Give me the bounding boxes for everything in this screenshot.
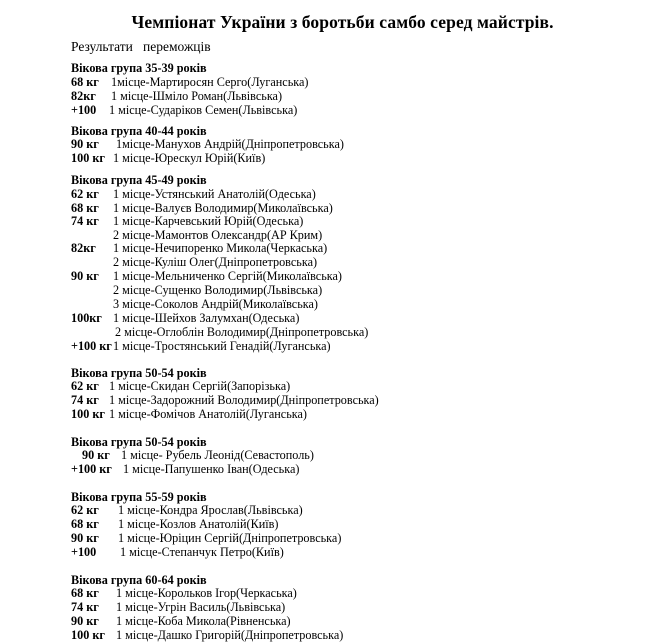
result-text: 1 місце-Фомічов Анатолій(Луганська) (109, 407, 307, 421)
weight-class: 68 кг (71, 201, 99, 215)
result-text: 1 місце-Сударіков Семен(Львівська) (109, 103, 298, 117)
result-text: 1 місце-Козлов Анатолій(Київ) (118, 517, 279, 531)
result-text: 1 місце-Юрескул Юрій(Київ) (113, 151, 266, 165)
result-text: 2 місце-Оглоблін Володимир(Дніпропетровська) (115, 325, 369, 339)
result-text: 1 місце-Тростянський Генадій(Луганська) (113, 339, 331, 353)
document-title: Чемпіонат України з боротьби самбо серед майстрів. (131, 12, 554, 32)
weight-class: 100 кг (71, 407, 105, 421)
result-text: 1місце-Мартиросян Серго(Луганська) (111, 75, 309, 89)
result-text: 1місце-Манухов Андрій(Дніпропетровська) (116, 137, 344, 151)
weight-class: 90 кг (71, 269, 99, 283)
result-text: 1 місце-Валуєв Володимир(Миколаївська) (113, 201, 333, 215)
weight-class: 62 кг (71, 379, 99, 393)
group-header: Вікова група 50-54 років (71, 366, 207, 380)
result-text: 2 місце-Мамонтов Олександр(АР Крим) (113, 228, 323, 242)
result-text: 1 місце-Угрін Василь(Львівська) (116, 600, 286, 614)
group-header: Вікова група 60-64 років (71, 573, 207, 587)
result-text: 1 місце-Шейхов Залумхан(Одеська) (113, 311, 300, 325)
weight-class: 90 кг (71, 614, 99, 628)
result-text: 1 місце-Кондра Ярослав(Львівська) (118, 503, 303, 517)
result-text: 2 місце-Сущенко Володимир(Львівська) (113, 283, 323, 297)
weight-class: 68 кг (71, 75, 99, 89)
result-text: 1 місце-Мельниченко Сергій(Миколаївська) (113, 269, 342, 283)
result-text: 1 місце- Рубель Леонід(Севастополь) (121, 448, 314, 462)
result-text: 1 місце-Папушенко Іван(Одеська) (123, 462, 300, 476)
result-text: 1 місце-Корольков Ігор(Черкаська) (116, 586, 297, 600)
weight-class: +100 (71, 103, 97, 117)
weight-class: 90 кг (82, 448, 110, 462)
document-subtitle: Результати переможців (71, 39, 211, 54)
result-text: 1 місце-Шміло Роман(Львівська) (111, 89, 283, 103)
weight-class: 82кг (71, 241, 96, 255)
result-text: 1 місце-Нечипоренко Микола(Черкаська) (113, 241, 328, 255)
weight-class: 74 кг (71, 600, 99, 614)
result-text: 1 місце-Скидан Сергій(Запорізька) (109, 379, 291, 393)
weight-class: 62 кг (71, 187, 99, 201)
weight-class: 68 кг (71, 586, 99, 600)
result-text: 1 місце-Карчевський Юрій(Одеська) (113, 214, 304, 228)
weight-class: 74 кг (71, 393, 99, 407)
weight-class: 68 кг (71, 517, 99, 531)
group-header: Вікова група 40-44 років (71, 124, 207, 138)
result-text: 1 місце-Дашко Григорій(Дніпропетровська) (116, 628, 344, 642)
result-text: 1 місце-Коба Микола(Рівненська) (116, 614, 291, 628)
result-text: 1 місце-Устянський Анатолій(Одеська) (113, 187, 316, 201)
result-text: 1 місце-Степанчук Петро(Київ) (120, 545, 284, 559)
weight-class: 62 кг (71, 503, 99, 517)
result-text: 3 місце-Соколов Андрій(Миколаївська) (113, 297, 318, 311)
result-text: 1 місце-Задорожний Володимир(Дніпропетровська) (109, 393, 379, 407)
weight-class: 100 кг (71, 151, 105, 165)
result-text: 1 місце-Юріцин Сергій(Дніпропетровська) (118, 531, 342, 545)
group-header: Вікова група 35-39 років (71, 61, 207, 75)
group-header: Вікова група 50-54 років (71, 435, 207, 449)
weight-class: 74 кг (71, 214, 99, 228)
weight-class: 90 кг (71, 531, 99, 545)
result-text: 2 місце-Куліш Олег(Дніпропетровська) (113, 255, 318, 269)
weight-class: 100 кг (71, 628, 105, 642)
weight-class: +100 (71, 545, 97, 559)
group-header: Вікова група 45-49 років (71, 173, 207, 187)
weight-class: +100 кг (71, 339, 112, 353)
group-header: Вікова група 55-59 років (71, 490, 207, 504)
weight-class: 100кг (71, 311, 102, 325)
weight-class: +100 кг (71, 462, 112, 476)
weight-class: 90 кг (71, 137, 99, 151)
weight-class: 82кг (71, 89, 96, 103)
